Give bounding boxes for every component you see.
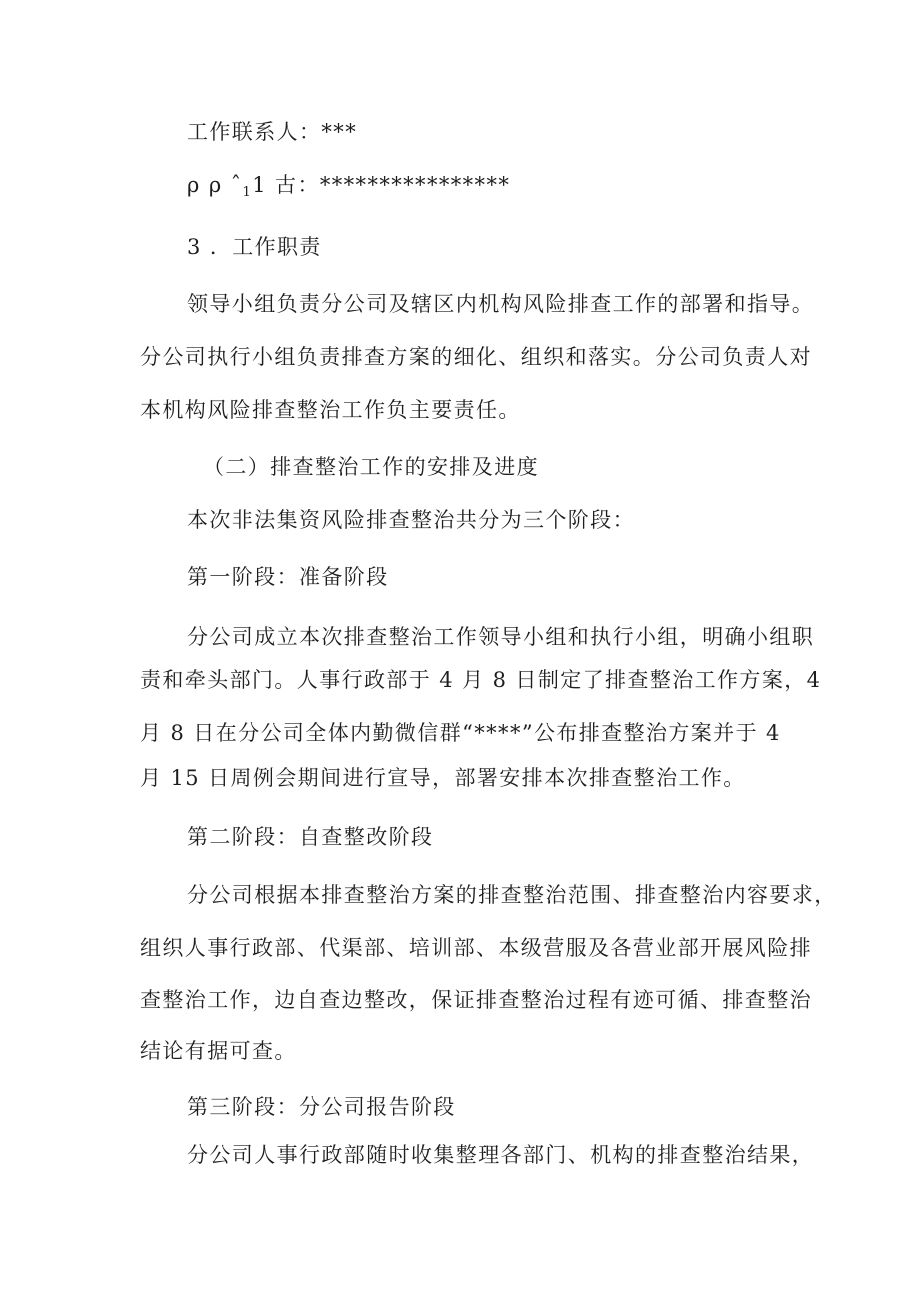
paragraph-line: 责和牵头部门。人事行政部于 4 月 8 日制定了排查整治工作方案，4	[140, 668, 822, 692]
paragraph-line: 查整治工作，边自查边整改，保证排查整治过程有迹可循、排查整治	[140, 988, 812, 1012]
phone-line-prefix: ρ ρ ˆ	[187, 173, 243, 197]
paragraph-line: 月 8 日在分公司全体内勤微信群“****”公布排查整治方案并于 4	[140, 721, 781, 745]
phase-2-heading: 第二阶段：自查整改阶段	[187, 825, 434, 849]
phone-line	[187, 170, 510, 208]
paragraph-line: 分公司根据本排查整治方案的排查整治范围、排查整治内容要求，	[187, 883, 837, 907]
contact-person-line: 工作联系人：***	[187, 120, 358, 144]
paragraph-line: 分公司成立本次排查整治工作领导小组和执行小组，明确小组职	[187, 625, 815, 649]
paragraph-line: 结论有据可查。	[140, 1039, 297, 1063]
paragraph-line: 组织人事行政部、代渠部、培训部、本级营服及各营业部开展风险排	[140, 936, 812, 960]
phase-1-heading: 第一阶段：准备阶段	[187, 565, 389, 589]
paragraph-line: 分公司执行小组负责排查方案的细化、组织和落实。分公司负责人对	[140, 345, 812, 369]
phone-line-suffix: 1 古：****************	[252, 173, 511, 197]
phases-intro: 本次非法集资风险排查整治共分为三个阶段：	[187, 508, 635, 532]
paragraph-line: 领导小组负责分公司及辖区内机构风险排查工作的部署和指导。	[187, 292, 815, 316]
paragraph-line: 分公司人事行政部随时收集整理各部门、机构的排查整治结果，	[187, 1143, 815, 1167]
paragraph-line: 本机构风险排查整治工作负主要责任。	[140, 398, 521, 422]
paragraph-line: 月 15 日周例会期间进行宣导，部署安排本次排查整治工作。	[140, 766, 746, 790]
phase-3-heading: 第三阶段：分公司报告阶段	[187, 1095, 456, 1119]
phone-line-subscript: 1	[242, 185, 253, 200]
section-heading-duties: 3 ．工作职责	[187, 235, 322, 259]
subsection-heading-arrangement: （二）排查整治工作的安排及进度	[203, 455, 539, 479]
